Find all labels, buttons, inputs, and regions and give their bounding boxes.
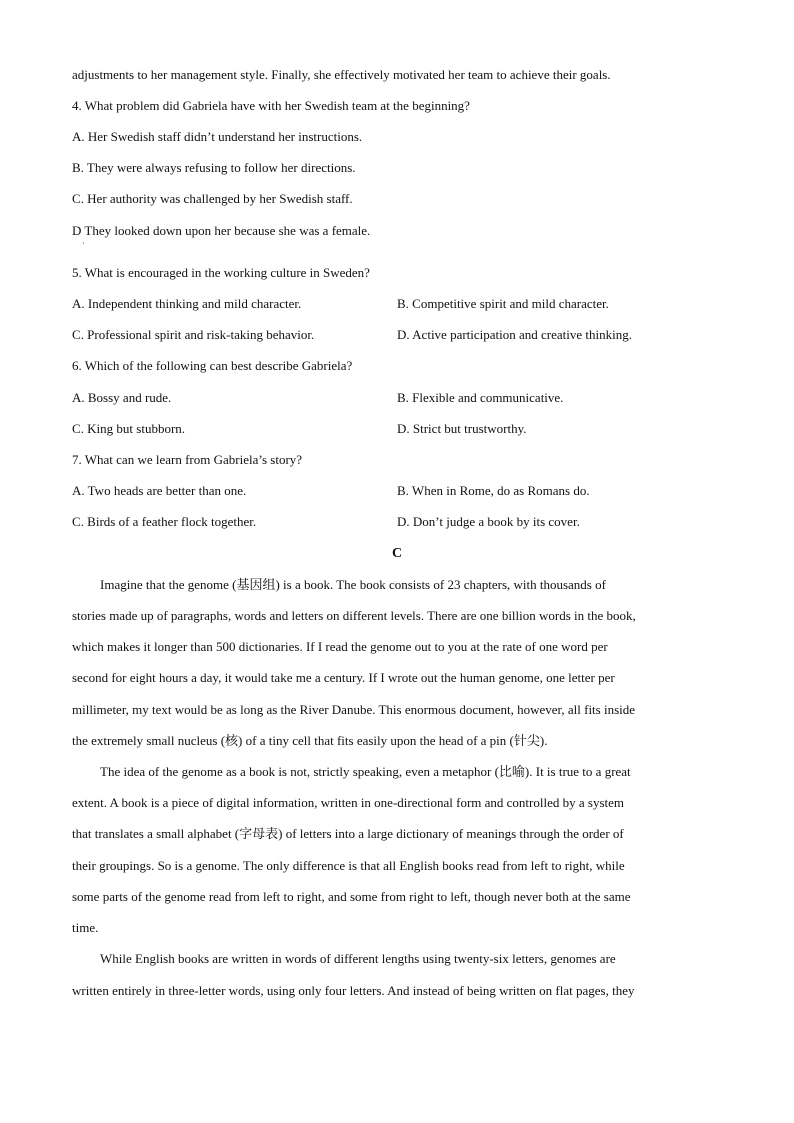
passage-line: The idea of the genome as a book is not, strictly speaking, even a metaphor (比喻). It is true to a great	[100, 764, 631, 779]
passage-line: extent. A book is a piece of digital information, written in one-directional form and controlled by a system	[72, 795, 624, 810]
question-4-option-c: C. Her authority was challenged by her Swedish staff.	[72, 191, 353, 206]
question-6-option-a: A. Bossy and rude.	[72, 390, 172, 405]
question-7-option-b: B. When in Rome, do as Romans do.	[397, 483, 590, 498]
passage-line: millimeter, my text would be as long as the River Danube. This enormous document, however, all fits inside	[72, 702, 636, 717]
passage-line: time.	[72, 920, 99, 935]
intro-line: adjustments to her management style. Finally, she effectively motivated her team to achieve their goals.	[72, 67, 611, 82]
section-heading: C	[391, 546, 403, 561]
passage-line: their groupings. So is a genome. The only difference is that all English books read from left to right, while	[72, 858, 625, 873]
passage-line: some parts of the genome read from left to right, and some from right to left, though never both at the same	[72, 889, 631, 904]
question-4-option-d: D They looked down upon her because she was a female.	[72, 223, 371, 238]
passage-line: that translates a small alphabet (字母表) of letters into a large dictionary of meanings through the order of	[72, 826, 624, 841]
question-6-option-d: D. Strict but trustworthy.	[397, 421, 527, 436]
question-7-option-d: D. Don’t judge a book by its cover.	[397, 514, 580, 529]
question-6-option-b: B. Flexible and communicative.	[397, 390, 564, 405]
passage-line: While English books are written in words of different lengths using twenty-six letters, genomes are	[100, 951, 616, 966]
question-5-option-b: B. Competitive spirit and mild character.	[397, 296, 609, 311]
question-7-option-a: A. Two heads are better than one.	[72, 483, 247, 498]
question-5-option-a: A. Independent thinking and mild character.	[72, 296, 302, 311]
question-6-option-c: C. King but stubborn.	[72, 421, 186, 436]
question-6-stem: 6. Which of the following can best describe Gabriela?	[72, 358, 353, 373]
stray-mark: ·	[82, 239, 85, 248]
question-5-option-d: D. Active participation and creative thinking.	[397, 327, 633, 342]
passage-line: the extremely small nucleus (核) of a tiny cell that fits easily upon the head of a pin (针尖).	[72, 733, 548, 748]
question-4-option-a: A. Her Swedish staff didn’t understand her instructions.	[72, 129, 363, 144]
passage-line: stories made up of paragraphs, words and letters on different levels. There are one billion words in the book,	[72, 608, 636, 623]
question-5-stem: 5. What is encouraged in the working culture in Sweden?	[72, 265, 370, 280]
question-7-option-c: C. Birds of a feather flock together.	[72, 514, 257, 529]
question-4-stem: 4. What problem did Gabriela have with her Swedish team at the beginning?	[72, 98, 470, 113]
question-4-option-b: B. They were always refusing to follow her directions.	[72, 160, 356, 175]
question-5-option-c: C. Professional spirit and risk-taking behavior.	[72, 327, 315, 342]
passage-line: second for eight hours a day, it would take me a century. If I wrote out the human genome, one letter per	[72, 670, 615, 685]
passage-line: which makes it longer than 500 dictionaries. If I read the genome out to you at the rate of one word per	[72, 639, 608, 654]
question-7-stem: 7. What can we learn from Gabriela’s story?	[72, 452, 303, 467]
passage-line: written entirely in three-letter words, using only four letters. And instead of being written on flat pages, they	[72, 983, 635, 998]
passage-line: Imagine that the genome (基因组) is a book. The book consists of 23 chapters, with thousands of	[100, 577, 606, 592]
